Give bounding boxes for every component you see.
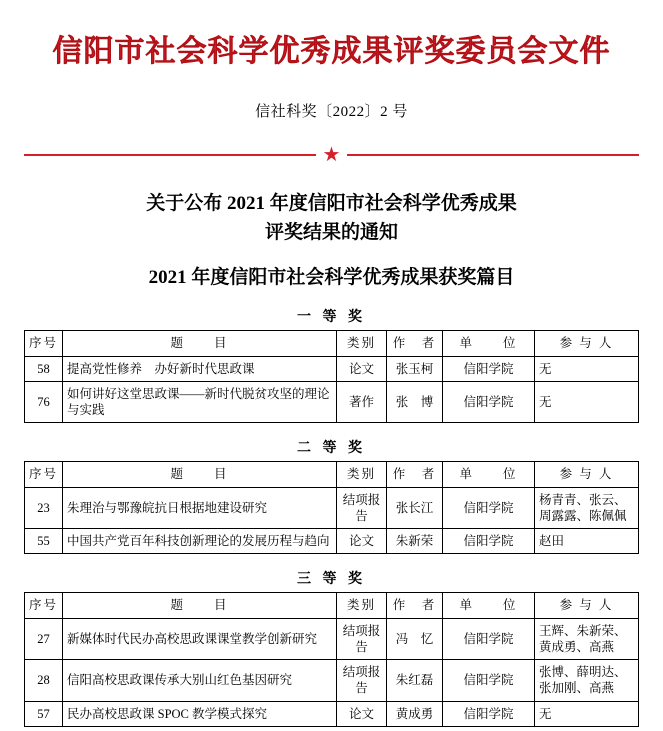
- cell-index: 23: [25, 487, 63, 529]
- column-header-unit: 单 位: [443, 331, 535, 356]
- cell-participants: 无: [535, 701, 639, 726]
- cell-title: 中国共产党百年科技创新理论的发展历程与趋向: [63, 529, 337, 554]
- column-header-index: 序号: [25, 462, 63, 487]
- page-title-line1: 关于公布 2021 年度信阳市社会科学优秀成果: [146, 193, 517, 214]
- cell-title: 朱理治与鄂豫皖抗日根据地建设研究: [63, 487, 337, 529]
- cell-author: 朱红磊: [387, 660, 443, 702]
- page-subtitle: 2021 年度信阳市社会科学优秀成果获奖篇目: [148, 266, 515, 288]
- star-icon: ★: [316, 145, 348, 165]
- cell-participants: 张博、薛明达、张加刚、高燕: [535, 660, 639, 702]
- page-title: [24, 189, 639, 248]
- cell-unit: 信阳学院: [443, 701, 535, 726]
- cell-index: 57: [25, 701, 63, 726]
- column-header-unit: 单 位: [443, 593, 535, 618]
- column-header-title: 题 目: [63, 593, 337, 618]
- cell-index: 28: [25, 660, 63, 702]
- column-header-type: 类别: [337, 331, 387, 356]
- column-header-type: 类别: [337, 593, 387, 618]
- column-header-title: 题 目: [63, 331, 337, 356]
- section-heading-third-prize: 三 等 奖: [297, 572, 366, 588]
- cell-unit: 信阳学院: [443, 660, 535, 702]
- table-header-row: [25, 331, 639, 356]
- cell-author: 朱新荣: [387, 529, 443, 554]
- table-row: [25, 618, 639, 660]
- document-page: [0, 34, 663, 731]
- cell-participants: 王辉、朱新荣、黄成勇、高燕: [535, 618, 639, 660]
- table-header-row: [25, 462, 639, 487]
- cell-title: 信阳高校思政课传承大别山红色基因研究: [63, 660, 337, 702]
- award-table-first-prize: [24, 330, 639, 423]
- cell-index: 27: [25, 618, 63, 660]
- column-header-title: 题 目: [63, 462, 337, 487]
- column-header-author: 作 者: [387, 593, 443, 618]
- cell-unit: 信阳学院: [443, 381, 535, 423]
- award-table-third-prize: [24, 592, 639, 727]
- cell-unit: 信阳学院: [443, 487, 535, 529]
- column-header-index: 序号: [25, 331, 63, 356]
- section-heading-first-prize: 一 等 奖: [297, 310, 366, 326]
- section-heading-second-prize: 二 等 奖: [297, 441, 366, 457]
- column-header-author: 作 者: [387, 462, 443, 487]
- cell-title: 如何讲好这堂思政课——新时代脱贫攻坚的理论与实践: [63, 381, 337, 423]
- cell-type: 论文: [337, 701, 387, 726]
- column-header-unit: 单 位: [443, 462, 535, 487]
- cell-participants: 无: [535, 356, 639, 381]
- cell-author: 张长江: [387, 487, 443, 529]
- cell-unit: 信阳学院: [443, 356, 535, 381]
- table-row: [25, 487, 639, 529]
- cell-author: 冯 忆: [387, 618, 443, 660]
- award-table-second-prize: [24, 461, 639, 554]
- cell-author: 张 博: [387, 381, 443, 423]
- cell-type: 结项报告: [337, 487, 387, 529]
- cell-title: 提高党性修养 办好新时代思政课: [63, 356, 337, 381]
- cell-type: 论文: [337, 356, 387, 381]
- cell-type: 结项报告: [337, 660, 387, 702]
- column-header-author: 作 者: [387, 331, 443, 356]
- cell-index: 58: [25, 356, 63, 381]
- column-header-type: 类别: [337, 462, 387, 487]
- column-header-participants: 参 与 人: [535, 462, 639, 487]
- document-number: 信社科奖〔2022〕2 号: [255, 104, 408, 120]
- column-header-participants: 参 与 人: [535, 331, 639, 356]
- cell-type: 著作: [337, 381, 387, 423]
- cell-author: 黄成勇: [387, 701, 443, 726]
- cell-index: 55: [25, 529, 63, 554]
- table-row: [25, 356, 639, 381]
- table-row: [25, 701, 639, 726]
- page-title-line2: 评奖结果的通知: [264, 222, 398, 244]
- column-header-index: 序号: [25, 593, 63, 618]
- red-rule-with-star: [24, 143, 639, 165]
- table-row: [25, 660, 639, 702]
- column-header-participants: 参 与 人: [535, 593, 639, 618]
- cell-unit: 信阳学院: [443, 529, 535, 554]
- table-row: [25, 529, 639, 554]
- cell-title: 新媒体时代民办高校思政课课堂教学创新研究: [63, 618, 337, 660]
- cell-unit: 信阳学院: [443, 618, 535, 660]
- cell-index: 76: [25, 381, 63, 423]
- table-row: [25, 381, 639, 423]
- cell-participants: 赵田: [535, 529, 639, 554]
- cell-participants: 无: [535, 381, 639, 423]
- cell-participants: 杨青青、张云、周露露、陈佩佩: [535, 487, 639, 529]
- cell-author: 张玉柯: [387, 356, 443, 381]
- cell-type: 论文: [337, 529, 387, 554]
- document-masthead: 信阳市社会科学优秀成果评奖委员会文件: [52, 35, 611, 68]
- table-header-row: [25, 593, 639, 618]
- cell-title: 民办高校思政课 SPOC 教学模式探究: [63, 701, 337, 726]
- cell-type: 结项报告: [337, 618, 387, 660]
